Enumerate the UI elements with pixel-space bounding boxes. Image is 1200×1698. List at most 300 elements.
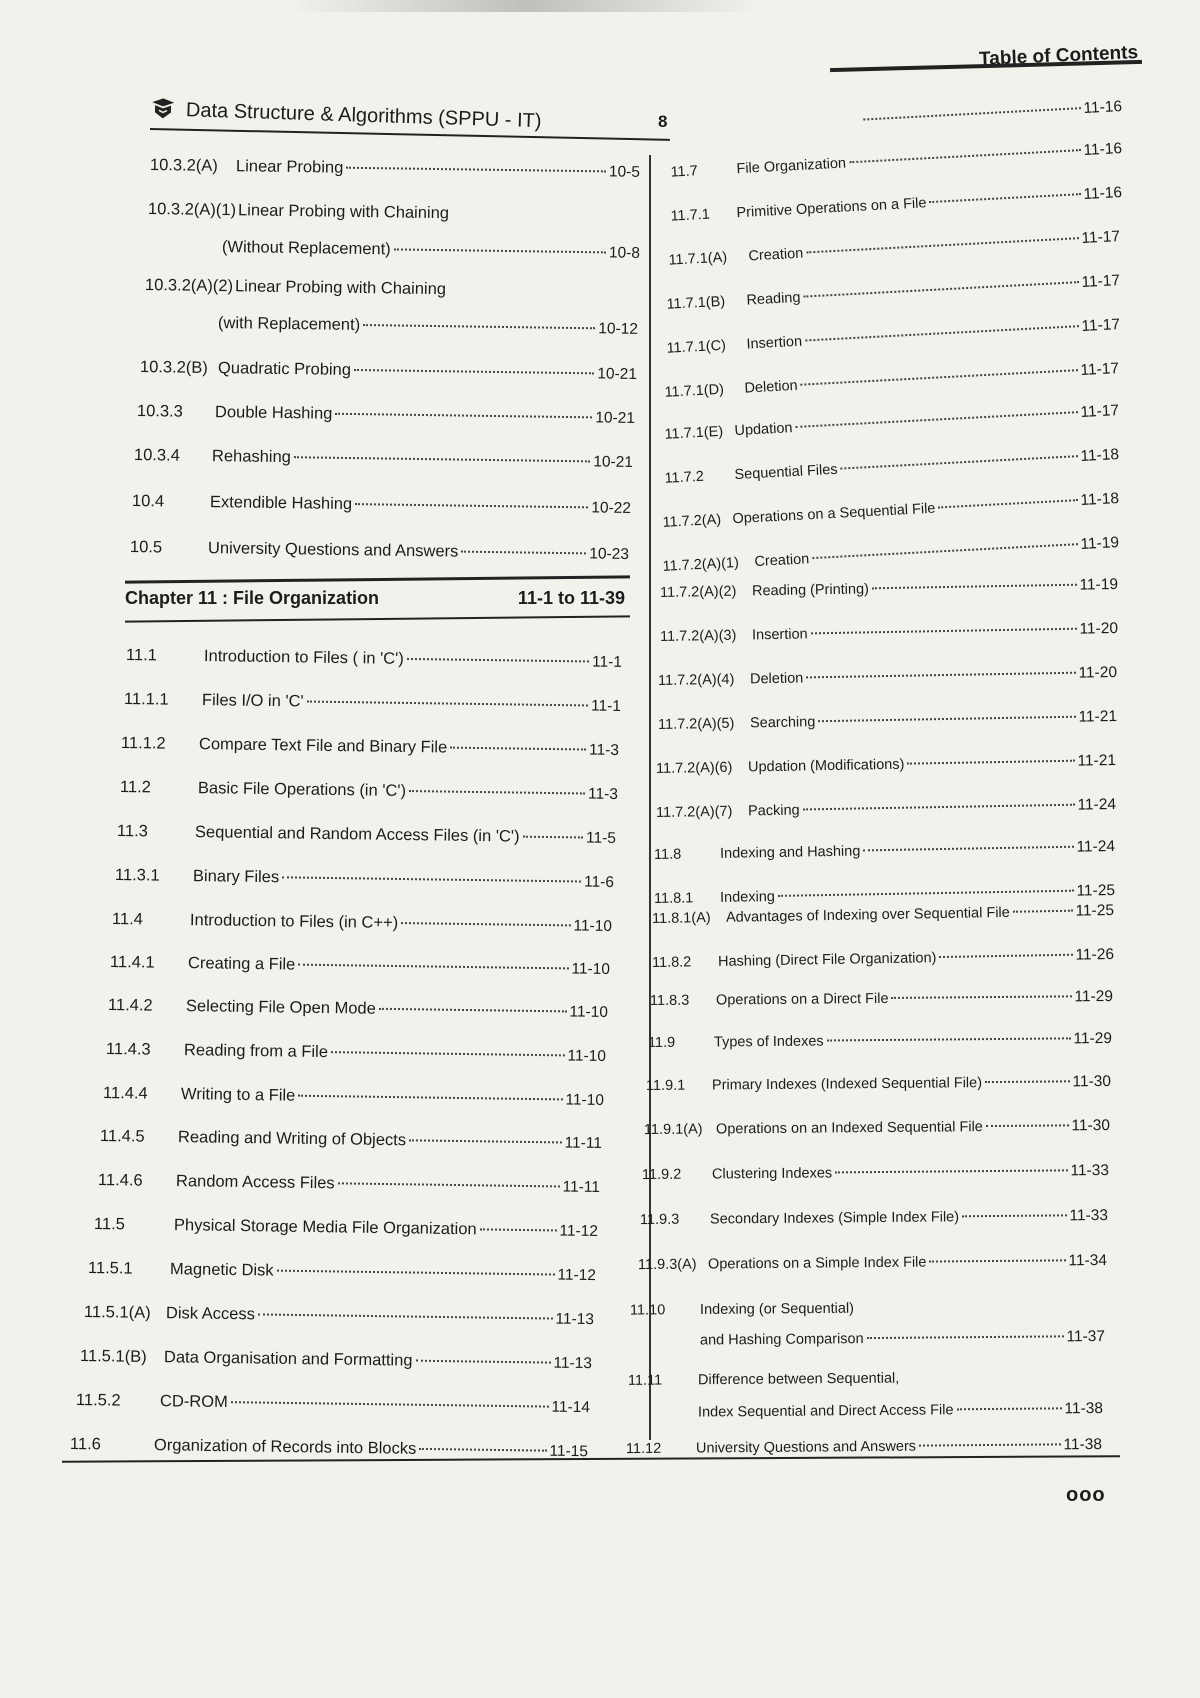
entry-title: Data Organisation and Formatting	[163, 1348, 413, 1370]
toc-entry-continuation[interactable]	[700, 1328, 1105, 1350]
entry-number: 11.4.2	[107, 996, 153, 1015]
entry-title-line2: (Without Replacement)	[221, 238, 391, 259]
entry-title: Deletion	[744, 377, 799, 397]
entry-number: 11.7.1(A)	[668, 249, 728, 269]
leader-dots	[863, 107, 1080, 120]
entry-number: 11.5	[93, 1215, 126, 1234]
leader-dots	[409, 1139, 562, 1143]
entry-page: 11-29	[1073, 1030, 1113, 1048]
toc-entry[interactable]	[644, 1117, 1110, 1139]
entry-number: 10.3.2(A)(1)	[147, 200, 237, 220]
toc-entry[interactable]	[137, 402, 635, 428]
entry-number: 11.7.2(A)(5)	[657, 715, 735, 734]
leader-dots	[379, 1008, 567, 1013]
entry-page: 10-21	[595, 409, 636, 427]
toc-entry[interactable]	[106, 1040, 606, 1066]
toc-entry[interactable]	[115, 866, 614, 892]
entry-title: Updation	[734, 420, 793, 440]
leader-dots	[294, 456, 590, 462]
entry-title: Reading	[746, 289, 801, 309]
entry-title: Primary Indexes (Indexed Sequential File)	[711, 1075, 983, 1094]
entry-page: 10-5	[608, 163, 641, 181]
entry-title: CD-ROM	[159, 1392, 228, 1412]
entry-title: Linear Probing with Chaining	[237, 201, 450, 223]
entry-page: 11-25	[1075, 902, 1115, 920]
entry-title: Clustering Indexes	[711, 1165, 833, 1183]
entry-title: Operations on a Sequential File	[732, 500, 936, 528]
toc-entry-continuation[interactable]	[218, 314, 638, 339]
entry-page: 11-13	[553, 1354, 593, 1373]
entry-number: 11.9.1	[645, 1077, 686, 1095]
entry-title: Indexing and Hashing	[719, 843, 861, 862]
toc-entry[interactable]	[666, 272, 1120, 314]
leader-dots	[461, 551, 586, 555]
entry-page: 11-10	[571, 960, 611, 978]
entry-page: 11-10	[567, 1047, 607, 1065]
entry-title: Reading from a File	[183, 1041, 329, 1062]
entry-page: 11-20	[1079, 620, 1119, 638]
entry-page: 11-19	[1080, 534, 1120, 554]
toc-entry[interactable]	[150, 156, 640, 182]
toc-entry[interactable]	[652, 946, 1114, 972]
publisher-logo-icon	[150, 96, 177, 123]
entry-title: Selecting File Open Mode	[185, 997, 376, 1018]
entry-title: Compare Text File and Binary File	[198, 735, 448, 757]
entry-title: Reading (Printing)	[751, 581, 870, 600]
entry-title: Sequential and Random Access Files (in 'C')	[194, 823, 520, 846]
entry-title: University Questions and Answers	[695, 1438, 917, 1457]
end-of-contents-mark: ooo	[1066, 1484, 1106, 1506]
leader-dots	[1013, 910, 1073, 913]
leader-dots	[401, 922, 570, 926]
entry-title: Binary Files	[192, 867, 280, 887]
entry-number: 11.7.2(A)(3)	[659, 627, 737, 645]
entry-title: Operations on a Simple Index File	[707, 1254, 927, 1273]
entry-page: 11-3	[588, 741, 620, 759]
leader-dots	[523, 836, 584, 839]
entry-title: Physical Storage Media File Organization	[173, 1216, 477, 1239]
toc-entry[interactable]	[100, 1127, 602, 1153]
toc-entry[interactable]	[664, 446, 1119, 488]
leader-dots	[938, 499, 1077, 508]
leader-dots	[803, 281, 1078, 297]
leader-dots	[939, 954, 1072, 958]
entry-number: 11.7.2(A)	[662, 511, 722, 531]
entry-number: 11.10	[629, 1302, 666, 1319]
entry-page: 11-17	[1081, 228, 1121, 248]
entry-page: 10-22	[591, 499, 632, 517]
toc-entry[interactable]	[124, 690, 621, 716]
entry-number: 11.1.2	[120, 734, 166, 753]
entry-number: 11.7.2	[664, 468, 705, 487]
toc-entry[interactable]	[646, 1073, 1111, 1095]
toc-entry[interactable]	[662, 490, 1119, 532]
entry-number: 11.7.1(E)	[664, 423, 724, 443]
entry-title: University Questions and Answers	[207, 539, 459, 561]
entry-title: Advantages of Indexing over Sequential File	[725, 904, 1010, 926]
toc-entry[interactable]	[660, 620, 1118, 646]
leader-dots	[812, 543, 1077, 559]
entry-number: 11.4.5	[99, 1127, 145, 1146]
entry-number: 11.8.3	[649, 992, 690, 1010]
chapter-pages: 11-1 to 11-39	[517, 588, 625, 608]
entry-title: Introduction to Files (in C++)	[189, 911, 399, 932]
toc-entry[interactable]	[121, 734, 619, 760]
leader-dots	[409, 790, 585, 794]
toc-entry[interactable]	[630, 1300, 930, 1319]
entry-title: Linear Probing with Chaining	[234, 277, 447, 299]
toc-entry[interactable]	[98, 1171, 600, 1197]
entry-page: 11-16	[1083, 98, 1123, 118]
entry-title: Quadratic Probing	[217, 359, 352, 379]
entry-number: 11.4	[111, 910, 144, 929]
entry-title: Updation (Modifications)	[747, 756, 905, 776]
entry-number: 11.2	[119, 778, 152, 797]
entry-page: 11-37	[1066, 1328, 1106, 1346]
toc-entry[interactable]	[654, 838, 1115, 864]
entry-page: 11-10	[565, 1091, 605, 1109]
entry-page: 11-6	[583, 873, 615, 891]
entry-number: 11.4.1	[109, 953, 155, 972]
entry-page: 11-21	[1078, 708, 1118, 726]
entry-number: 11.5.1	[87, 1259, 133, 1278]
toc-entry[interactable]	[658, 708, 1117, 734]
leader-dots	[806, 672, 1075, 679]
leader-dots	[298, 1095, 562, 1101]
toc-entry[interactable]	[94, 1215, 598, 1241]
entry-page: 10-21	[597, 365, 638, 383]
chapter-rule-bottom	[125, 615, 630, 622]
entry-number: 11.6	[69, 1435, 102, 1454]
chapter-rule-top	[125, 575, 630, 583]
leader-dots	[407, 658, 589, 663]
toc-entry[interactable]	[642, 1162, 1109, 1184]
entry-number: 11.3.1	[114, 866, 160, 885]
entry-page: 11-17	[1080, 402, 1120, 422]
entry-page: 11-1	[590, 697, 622, 715]
entry-page: 11-10	[569, 1003, 609, 1021]
toc-entry[interactable]	[76, 1391, 590, 1417]
toc-entry[interactable]	[88, 1259, 596, 1285]
toc-entry[interactable]	[120, 778, 618, 804]
leader-dots	[801, 369, 1078, 386]
entry-title: Writing to a File	[180, 1085, 296, 1105]
toc-entry[interactable]	[70, 1435, 588, 1461]
entry-title: Difference between Sequential,	[697, 1370, 900, 1389]
leader-dots	[277, 1270, 555, 1276]
entry-title: Magnetic Disk	[169, 1260, 274, 1280]
entry-page: 11-16	[1083, 140, 1123, 160]
toc-entry[interactable]	[145, 276, 445, 299]
leader-dots	[363, 324, 595, 329]
toc-entry[interactable]	[670, 184, 1122, 226]
entry-title: Secondary Indexes (Simple Index File)	[709, 1209, 960, 1228]
toc-entry[interactable]	[668, 228, 1120, 270]
entry-page: 10-23	[589, 545, 630, 563]
section-label: Table of Contents	[978, 42, 1139, 70]
entry-page: 10-21	[593, 453, 634, 471]
entry-page: 11-29	[1074, 988, 1114, 1006]
page-number: 8	[658, 112, 668, 131]
bottom-rule	[62, 1455, 1120, 1463]
entry-title: Disk Access	[165, 1304, 256, 1324]
entry-page: 11-19	[1079, 576, 1119, 594]
leader-dots	[811, 628, 1077, 635]
entry-number: 11.7.1(C)	[666, 337, 727, 357]
leader-dots	[872, 584, 1077, 590]
entry-number: 11.9.3	[639, 1211, 680, 1229]
leader-dots	[806, 237, 1078, 253]
entry-page: 10-12	[598, 320, 639, 338]
leader-dots	[355, 503, 588, 508]
entry-page: 11-12	[557, 1266, 597, 1285]
leader-dots	[394, 248, 606, 253]
entry-title: Reading and Writing of Objects	[177, 1128, 407, 1150]
toc-entry[interactable]	[650, 988, 1113, 1010]
leader-dots	[867, 1335, 1064, 1339]
entry-number: 11.7.1	[670, 206, 711, 225]
toc-entry[interactable]	[80, 1347, 592, 1373]
entry-number: 11.9.2	[641, 1166, 682, 1184]
entry-page: 11-5	[585, 829, 617, 847]
entry-title: Creation	[748, 245, 804, 265]
leader-dots	[258, 1313, 553, 1319]
entry-page: 11-18	[1080, 490, 1120, 510]
entry-page: 10-8	[608, 244, 641, 262]
leader-dots	[335, 413, 592, 419]
entry-title: Types of Indexes	[713, 1033, 824, 1051]
entry-number: 11.7.1(D)	[664, 381, 725, 401]
leader-dots	[331, 1051, 565, 1056]
toc-entry[interactable]	[117, 822, 616, 848]
leader-dots	[803, 804, 1075, 811]
entry-number: 11.3	[116, 822, 149, 841]
leader-dots	[231, 1401, 549, 1407]
toc-entry[interactable]	[140, 358, 637, 384]
toc-entry[interactable]	[134, 446, 633, 472]
entry-number: 11.1.1	[123, 690, 169, 709]
entry-page: 11-10	[573, 917, 613, 935]
entry-title-line2: Index Sequential and Direct Access File	[697, 1402, 954, 1421]
entry-number: 10.3.3	[136, 402, 184, 421]
entry-title: Primitive Operations on a File	[736, 195, 927, 222]
leader-dots	[827, 1037, 1071, 1041]
toc-entry[interactable]	[640, 1207, 1108, 1229]
entry-title: Creation	[754, 551, 810, 571]
scan-smudge	[290, 0, 760, 12]
entry-page: 11-16	[1083, 184, 1123, 204]
entry-title: Operations on an Indexed Sequential File	[715, 1119, 983, 1138]
leader-dots	[282, 876, 581, 882]
leader-dots	[919, 1443, 1060, 1446]
entry-page: 11-20	[1078, 664, 1118, 682]
entry-number: 11.8.1	[653, 890, 694, 908]
entry-title: Double Hashing	[214, 403, 333, 423]
entry-page: 11-24	[1076, 838, 1116, 856]
entry-title: Operations on a Direct File	[715, 990, 889, 1009]
entry-number: 10.3.2(A)	[149, 156, 219, 175]
entry-page: 11-33	[1070, 1162, 1110, 1180]
entry-title: Extendible Hashing	[209, 493, 353, 514]
leader-dots	[416, 1360, 551, 1364]
entry-title: Linear Probing	[235, 157, 344, 177]
entry-page: 11-12	[559, 1222, 599, 1241]
entry-number: 11.8.1(A)	[651, 910, 711, 928]
leader-dots	[849, 149, 1081, 163]
leader-dots	[863, 846, 1073, 852]
toc-entry-continuation[interactable]	[698, 1400, 1103, 1422]
entry-number: 10.3.2(B)	[139, 358, 209, 377]
toc-entry[interactable]	[628, 1370, 958, 1389]
entry-page: 11-11	[564, 1134, 603, 1153]
entry-number: 11.11	[627, 1372, 663, 1389]
entry-page: 11-13	[555, 1310, 595, 1329]
leader-dots	[480, 1228, 557, 1231]
leader-dots	[962, 1214, 1066, 1217]
leader-dots	[907, 760, 1074, 765]
entry-page: 11-17	[1080, 360, 1120, 380]
toc-entry[interactable]	[130, 538, 629, 564]
entry-title: Packing	[747, 802, 800, 820]
toc-entry[interactable]	[84, 1303, 594, 1329]
toc-entry[interactable]	[648, 1030, 1112, 1052]
toc-entry[interactable]	[656, 796, 1116, 822]
entry-title-line2: (with Replacement)	[217, 314, 361, 334]
entry-number: 11.9.1(A)	[643, 1121, 703, 1139]
entry-title: Searching	[749, 714, 816, 732]
entry-page: 11-11	[562, 1178, 601, 1197]
entry-title: Insertion	[746, 333, 803, 353]
entry-number: 11.8	[653, 846, 682, 864]
column-divider	[649, 155, 651, 1440]
entry-page: 11-14	[551, 1398, 591, 1417]
entry-page: 11-15	[549, 1442, 589, 1461]
entry-number: 10.3.4	[133, 446, 181, 465]
toc-entry[interactable]	[638, 1252, 1107, 1274]
leader-dots	[795, 411, 1077, 428]
entry-number: 10.4	[131, 492, 165, 511]
entry-number: 11.9.3(A)	[637, 1256, 697, 1274]
leader-dots	[298, 964, 568, 970]
entry-title: Random Access Files	[175, 1172, 335, 1193]
entry-number: 11.7	[670, 163, 699, 181]
toc-entry[interactable]	[658, 664, 1117, 690]
entry-page: 11-34	[1068, 1252, 1108, 1270]
toc-entry[interactable]	[670, 140, 1122, 182]
leader-dots	[354, 369, 594, 374]
entry-page: 11-25	[1076, 882, 1116, 900]
entry-number: 11.7.1(B)	[666, 293, 726, 313]
entry-page: 11-17	[1081, 272, 1121, 292]
leader-dots	[929, 193, 1080, 203]
entry-title: Sequential Files	[734, 461, 838, 484]
entry-number: 11.1	[125, 646, 158, 665]
toc-entry[interactable]	[664, 402, 1119, 444]
leader-dots	[835, 1169, 1067, 1173]
entry-page: 11-1	[591, 653, 623, 671]
entry-number: 11.8.2	[651, 954, 692, 972]
entry-number: 11.7.2(A)(4)	[657, 671, 735, 690]
leader-dots	[818, 716, 1075, 722]
entry-page: 11-30	[1072, 1073, 1112, 1091]
entry-title: File Organization	[736, 155, 847, 178]
leader-dots	[419, 1448, 546, 1452]
entry-page: 11-30	[1071, 1117, 1111, 1135]
toc-entry[interactable]	[666, 316, 1120, 358]
entry-page: 11-38	[1063, 1436, 1103, 1454]
leader-dots	[840, 455, 1077, 469]
entry-title: Deletion	[749, 670, 804, 688]
entry-page: 11-24	[1077, 796, 1117, 814]
entry-number: 11.7.2(A)(6)	[655, 759, 733, 778]
toc-entry[interactable]	[108, 996, 608, 1022]
toc-entry[interactable]	[148, 200, 448, 223]
entry-title: Rehashing	[211, 447, 292, 467]
entry-number: 11.12	[625, 1440, 662, 1458]
entry-page: 11-18	[1080, 446, 1120, 466]
leader-dots	[985, 1080, 1070, 1083]
chapter-title: Chapter 11 : File Organization	[125, 588, 380, 608]
entry-title: Files I/O in 'C'	[201, 691, 304, 711]
leader-dots	[450, 747, 586, 751]
toc-entry[interactable]	[660, 576, 1118, 602]
toc-entry-continuation[interactable]	[222, 238, 640, 263]
entry-title: Hashing (Direct File Organization)	[717, 950, 937, 970]
entry-title-line2: and Hashing Comparison	[699, 1331, 864, 1349]
entry-number: 11.5.2	[75, 1391, 121, 1410]
book-title: Data Structure & Algorithms (SPPU - IT)	[185, 98, 542, 132]
entry-number: 11.4.6	[97, 1171, 143, 1190]
leader-dots	[929, 1259, 1065, 1262]
leader-dots	[805, 325, 1079, 341]
entry-title: Creating a File	[187, 954, 296, 974]
entry-title: Organization of Records into Blocks	[153, 1436, 417, 1458]
toc-entry[interactable]	[126, 646, 622, 672]
toc-entry[interactable]	[103, 1084, 604, 1110]
toc-entry[interactable]	[112, 910, 612, 936]
entry-number: 11.7.2(A)(2)	[659, 583, 737, 601]
leader-dots	[986, 1124, 1069, 1127]
entry-number: 11.7.2(A)(7)	[655, 803, 733, 822]
toc-entry[interactable]	[656, 752, 1116, 778]
entry-number: 11.4.4	[102, 1084, 148, 1103]
leader-dots	[778, 890, 1074, 897]
entry-number: 11.5.1(A)	[83, 1303, 151, 1322]
entry-number: 11.9	[647, 1034, 676, 1052]
leader-dots	[891, 995, 1071, 999]
entry-title: Insertion	[751, 626, 808, 644]
leader-dots	[346, 167, 606, 173]
toc-entry[interactable]	[860, 98, 1123, 130]
toc-entry[interactable]	[110, 953, 610, 979]
leader-dots	[338, 1182, 560, 1187]
entry-title: Indexing	[719, 888, 776, 906]
entry-page: 11-33	[1069, 1207, 1109, 1225]
toc-entry[interactable]	[664, 360, 1119, 402]
chapter-heading[interactable]	[125, 588, 625, 609]
entry-number: 11.7.2(A)(1)	[662, 554, 740, 575]
leader-dots	[956, 1407, 1061, 1410]
leader-dots	[307, 701, 588, 707]
entry-page: 11-26	[1075, 946, 1115, 964]
entry-page: 11-17	[1081, 316, 1121, 336]
entry-title: Introduction to Files ( in 'C')	[203, 647, 404, 668]
entry-number: 10.5	[129, 538, 163, 557]
toc-entry[interactable]	[662, 534, 1119, 576]
entry-page: 11-38	[1064, 1400, 1104, 1418]
toc-entry[interactable]	[132, 492, 631, 518]
entry-title: Indexing (or Sequential)	[699, 1300, 855, 1319]
